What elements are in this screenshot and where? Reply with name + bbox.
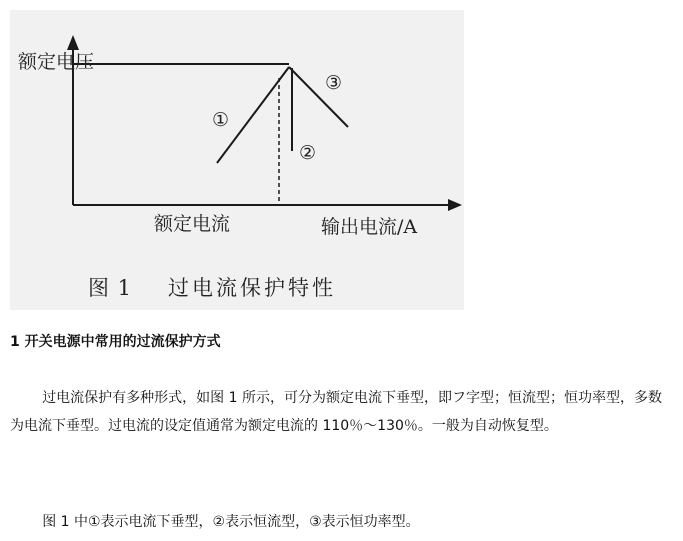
curve-2-marker: ②: [299, 142, 317, 164]
x-axis-arrow: [448, 199, 462, 211]
curve-1-marker: ①: [212, 109, 230, 131]
curve-3-marker: ③: [325, 72, 343, 94]
figure-caption: [88, 272, 336, 302]
section-heading: 1 开关电源中常用的过流保护方式: [10, 334, 221, 350]
paragraph-protection-types: 过电流保护有多种形式，如图 1 所示，可分为额定电流下垂型，即フ字型；恒流型；恒功率型，多数为电流下垂型。过电流的设定值通常为额定电流的 110％～130％。一般为自动恢复型。: [10, 390, 662, 434]
figure-caption-number: 图 1: [88, 276, 133, 300]
rated-current-label: 额定电流: [154, 213, 231, 235]
y-axis-label: 额定电压: [18, 51, 95, 73]
paragraph-figure-explanation: 图 1 中①表示电流下垂型，②表示恒流型，③表示恒功率型。: [42, 514, 420, 530]
y-axis-arrow: [67, 35, 79, 50]
x-axis-label: 输出电流/A: [321, 216, 418, 238]
figure-caption-title: 过电流保护特性: [168, 276, 337, 300]
overcurrent-protection-figure: [10, 10, 464, 310]
